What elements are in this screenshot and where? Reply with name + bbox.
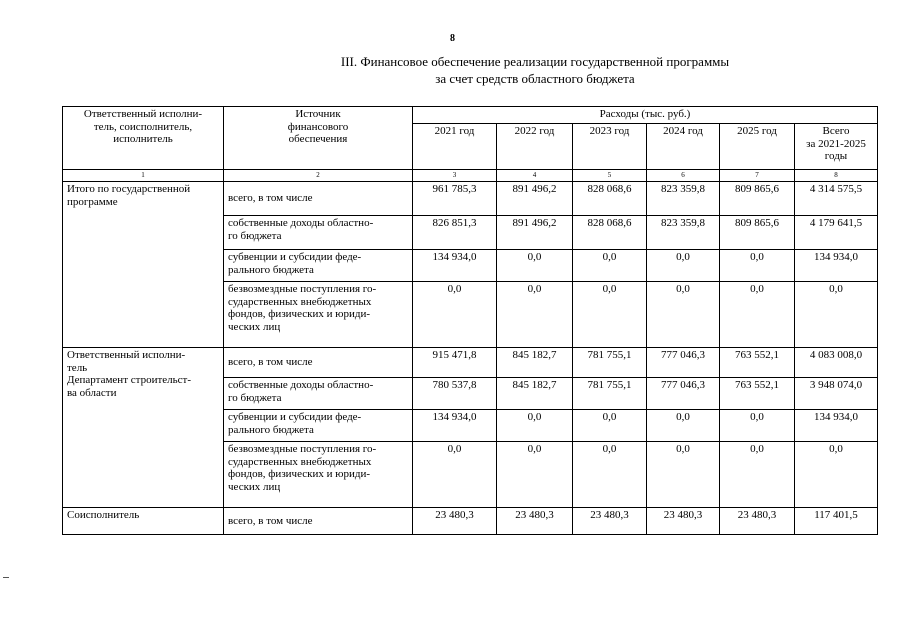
source-line: безвозмездные поступления го-	[228, 443, 377, 455]
source-line: фондов, физических и юриди-	[228, 468, 370, 480]
value-cell: 0,0	[573, 282, 647, 348]
value-cell: 777 046,3	[647, 378, 720, 410]
column-number: 5	[573, 170, 647, 182]
table-row	[63, 508, 878, 535]
header-source	[224, 107, 413, 170]
value-cell: 0,0	[497, 250, 573, 282]
group-label-line: программе	[67, 195, 118, 208]
header-total-line: за 2021-2025	[806, 137, 866, 150]
header-responsible	[63, 107, 224, 170]
value-cell: 0,0	[647, 442, 720, 508]
header-year: 2025 год	[720, 124, 795, 170]
value-cell: 0,0	[795, 282, 878, 348]
value-cell: 3 948 074,0	[795, 378, 878, 410]
table-row	[63, 348, 878, 378]
value-cell: 809 865,6	[720, 216, 795, 250]
row-group-label	[63, 182, 224, 348]
value-cell: 828 068,6	[573, 216, 647, 250]
value-cell: 117 401,5	[795, 508, 878, 535]
value-cell: 4 179 641,5	[795, 216, 878, 250]
value-cell: 777 046,3	[647, 348, 720, 378]
title-line-2: за счет средств областного бюджета	[435, 71, 635, 86]
header-year: 2022 год	[497, 124, 573, 170]
value-cell: 763 552,1	[720, 378, 795, 410]
value-cell: 0,0	[573, 410, 647, 442]
source-line: ческих лиц	[228, 480, 281, 493]
value-cell: 23 480,3	[573, 508, 647, 535]
source-line: субвенции и субсидии феде-	[228, 251, 362, 263]
column-number: 8	[795, 170, 878, 182]
header-total-line: Всего	[822, 125, 850, 137]
value-cell: 0,0	[573, 250, 647, 282]
source-line: сударственных внебюджетных	[228, 295, 372, 308]
value-cell: 763 552,1	[720, 348, 795, 378]
source-line: субвенции и субсидии феде-	[228, 411, 362, 423]
column-number: 4	[497, 170, 573, 182]
value-cell: 823 359,8	[647, 216, 720, 250]
header-year: 2021 год	[413, 124, 497, 170]
source-line: го бюджета	[228, 229, 282, 242]
value-cell: 0,0	[497, 282, 573, 348]
value-cell: 0,0	[413, 282, 497, 348]
group-label-line: ва области	[67, 386, 117, 399]
group-label-line: Соисполнитель	[67, 509, 140, 521]
header-total	[795, 124, 878, 170]
financing-table	[62, 106, 878, 535]
source-cell: всего, в том числе	[224, 348, 413, 378]
value-cell: 0,0	[647, 410, 720, 442]
group-label-line: тель	[67, 361, 88, 374]
header-total-line: годы	[824, 150, 848, 162]
header-responsible-line: тель, соисполнитель,	[93, 120, 193, 133]
value-cell: 134 934,0	[795, 250, 878, 282]
value-cell: 828 068,6	[573, 182, 647, 216]
source-line: собственные доходы областно-	[228, 217, 374, 229]
value-cell: 134 934,0	[795, 410, 878, 442]
source-cell: всего, в том числе	[224, 182, 413, 216]
value-cell: 23 480,3	[647, 508, 720, 535]
source-cell	[224, 378, 413, 410]
value-cell: 0,0	[720, 410, 795, 442]
value-cell: 780 537,8	[413, 378, 497, 410]
section-title	[200, 53, 870, 87]
value-cell: 891 496,2	[497, 182, 573, 216]
value-cell: 781 755,1	[573, 348, 647, 378]
row-group-label	[63, 508, 224, 535]
value-cell: 809 865,6	[720, 182, 795, 216]
header-responsible-line: исполнитель	[113, 133, 173, 145]
header-year: 2024 год	[647, 124, 720, 170]
group-label-line: Департамент строительст-	[67, 374, 192, 386]
value-cell: 845 182,7	[497, 378, 573, 410]
value-cell: 826 851,3	[413, 216, 497, 250]
source-line: го бюджета	[228, 391, 282, 404]
header-source-line: обеспечения	[288, 133, 348, 145]
source-cell	[224, 410, 413, 442]
source-cell: всего, в том числе	[224, 508, 413, 535]
value-cell: 0,0	[720, 282, 795, 348]
column-number: 6	[647, 170, 720, 182]
source-line: рального бюджета	[228, 263, 314, 276]
column-number: 3	[413, 170, 497, 182]
value-cell: 23 480,3	[497, 508, 573, 535]
value-cell: 0,0	[413, 442, 497, 508]
row-group-label	[63, 348, 224, 508]
value-cell: 4 314 575,5	[795, 182, 878, 216]
header-source-line: Источник	[295, 108, 341, 120]
value-cell: 0,0	[497, 410, 573, 442]
value-cell: 781 755,1	[573, 378, 647, 410]
value-cell: 0,0	[720, 250, 795, 282]
value-cell: 0,0	[647, 250, 720, 282]
value-cell: 4 083 008,0	[795, 348, 878, 378]
table-row	[63, 182, 878, 216]
source-line: ческих лиц	[228, 320, 281, 333]
source-line: собственные доходы областно-	[228, 379, 374, 391]
value-cell: 915 471,8	[413, 348, 497, 378]
scan-margin-mark	[3, 577, 9, 578]
header-expenses: Расходы (тыс. руб.)	[413, 107, 878, 124]
column-number: 2	[224, 170, 413, 182]
header-year: 2023 год	[573, 124, 647, 170]
source-line: фондов, физических и юриди-	[228, 308, 370, 320]
value-cell: 23 480,3	[720, 508, 795, 535]
value-cell: 0,0	[647, 282, 720, 348]
source-cell	[224, 282, 413, 348]
value-cell: 0,0	[720, 442, 795, 508]
source-cell	[224, 216, 413, 250]
value-cell: 845 182,7	[497, 348, 573, 378]
value-cell: 961 785,3	[413, 182, 497, 216]
source-line: сударственных внебюджетных	[228, 455, 372, 468]
value-cell: 891 496,2	[497, 216, 573, 250]
title-line-1: III. Финансовое обеспечение реализации государственной программы	[340, 54, 730, 69]
page-number: 8	[450, 33, 455, 44]
value-cell: 23 480,3	[413, 508, 497, 535]
source-line: безвозмездные поступления го-	[228, 283, 377, 295]
header-source-line: финансового	[287, 120, 349, 133]
value-cell: 0,0	[795, 442, 878, 508]
column-number: 7	[720, 170, 795, 182]
value-cell: 0,0	[497, 442, 573, 508]
column-number: 1	[63, 170, 224, 182]
group-label-line: Ответственный исполни-	[67, 349, 186, 361]
value-cell: 134 934,0	[413, 410, 497, 442]
header-responsible-line: Ответственный исполни-	[83, 108, 203, 120]
value-cell: 823 359,8	[647, 182, 720, 216]
source-cell	[224, 250, 413, 282]
source-line: рального бюджета	[228, 423, 314, 436]
group-label-line: Итого по государственной	[67, 183, 191, 195]
source-cell	[224, 442, 413, 508]
value-cell: 0,0	[573, 442, 647, 508]
value-cell: 134 934,0	[413, 250, 497, 282]
